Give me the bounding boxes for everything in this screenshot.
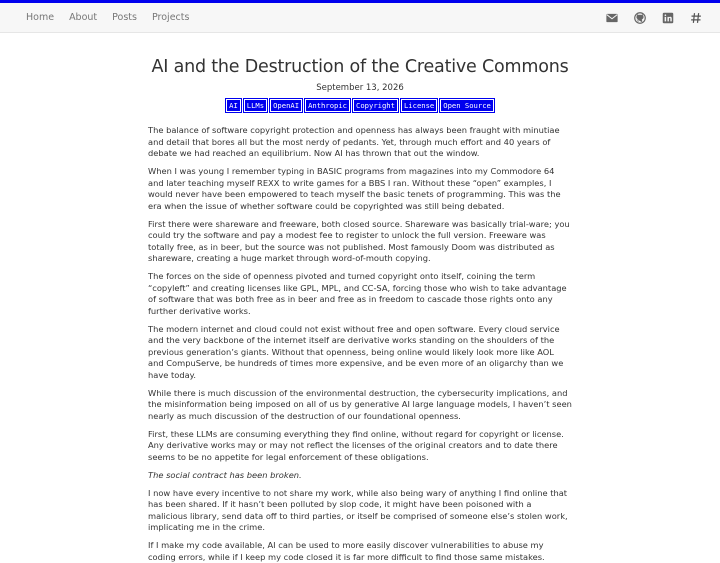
paragraph: While there is much discussion of the environmental destruction, the cybersecurity implications, and the misinformation being imposed on all of us by generative AI large language models, I haven’t seen nearly as much discussion of the destruction of our foundational openness. xyxy=(148,387,572,421)
hashtag-icon[interactable] xyxy=(690,12,702,24)
nav-link-home[interactable]: Home xyxy=(26,11,55,23)
github-icon[interactable] xyxy=(634,12,646,24)
tag-anthropic[interactable]: Anthropic xyxy=(305,99,350,112)
nav-link-about[interactable]: About xyxy=(69,11,98,23)
paragraph: The modern internet and cloud could not exist without free and open software. Every cloud service and the very backbone of the internet itself are derivative works standing on the shoulders of the previous generation’s giants. Without that openness, being online would likely look more like AOL and CompuServe, be hundreds of times more expensive, and be even more of an oligarchy than we have today. xyxy=(148,323,564,380)
paragraph: The balance of software copyright protection and openness has always been fraught with minutiae and detail that bores all but the most nerdy of pedants. Yet, through much effort and 40 years of debate we had reached an equilibrium. Now AI has thrown that out the window. xyxy=(148,125,560,158)
nav-link-projects[interactable]: Projects xyxy=(151,11,190,23)
tag-license[interactable]: License xyxy=(401,99,437,112)
tag-llms[interactable]: LLMs xyxy=(244,99,267,112)
tag-openai[interactable]: OpenAI xyxy=(270,99,302,112)
nav-links xyxy=(26,3,204,33)
linkedin-icon[interactable] xyxy=(662,12,674,24)
tag-list xyxy=(148,99,572,112)
post-body xyxy=(148,125,572,563)
paragraph: The forces on the side of openness pivoted and turned copyright onto itself, coining the term “copyleft” and creating licenses like GPL, MPL, and CC-SA, forcing those who wish to take advantage of software that was both free as in beer and free as in freedom to cascade those rights onto any further derivative works. xyxy=(148,271,567,316)
paragraph-emphasis: The social contract has been broken. xyxy=(148,469,302,480)
post-container xyxy=(148,33,572,563)
post-title: AI and the Destruction of the Creative Commons xyxy=(151,57,569,77)
tag-copyright[interactable]: Copyright xyxy=(353,99,398,112)
navbar xyxy=(0,3,720,33)
post-date: September 13, 2026 xyxy=(316,83,404,93)
nav-link-posts[interactable]: Posts xyxy=(112,11,137,23)
tag-ai[interactable]: AI xyxy=(226,99,241,112)
paragraph: If I make my code available, AI can be used to more easily discover vulnerabilities to abuse my coding errors, while if I keep my code closed it is far more difficult to find those same mistakes. xyxy=(148,540,545,562)
paragraph: I now have every incentive to not share my work, while also being wary of anything I find online that has been shared. If it hasn’t been polluted by slop code, it might have been poisoned with a malicious library, send data off to third parties, or itself be comprised of someone else’s stolen work, implicating me in the crime. xyxy=(148,487,568,532)
nav-social xyxy=(606,12,702,24)
tag-open-source[interactable]: Open Source xyxy=(440,99,494,112)
paragraph: First, these LLMs are consuming everything they find online, without regard for copyright or license. Any derivative works may or may not reflect the licenses of the original creators and to date there seems to be no appetite for legal enforcement of these obligations. xyxy=(148,428,564,462)
paragraph: First there were shareware and freeware, both closed source. Shareware was basically trial-ware; you could try the software and pay a modest fee to register to unlock the full version. Freeware was totally free, as in beer, but the source was not published. Most famously Doom was distributed as shareware, creating a huge market through word-of-mouth copying. xyxy=(148,218,570,263)
mail-icon[interactable] xyxy=(606,12,618,24)
paragraph: When I was young I remember typing in BASIC programs from magazines into my Commodore 64 and later teaching myself REXX to write games for a BBS I ran. Without these “open” examples, I would never have been empowered to teach myself the basic tenets of programming. This was the era when the issue of whether software could be copyrighted was still being debated. xyxy=(148,166,561,211)
